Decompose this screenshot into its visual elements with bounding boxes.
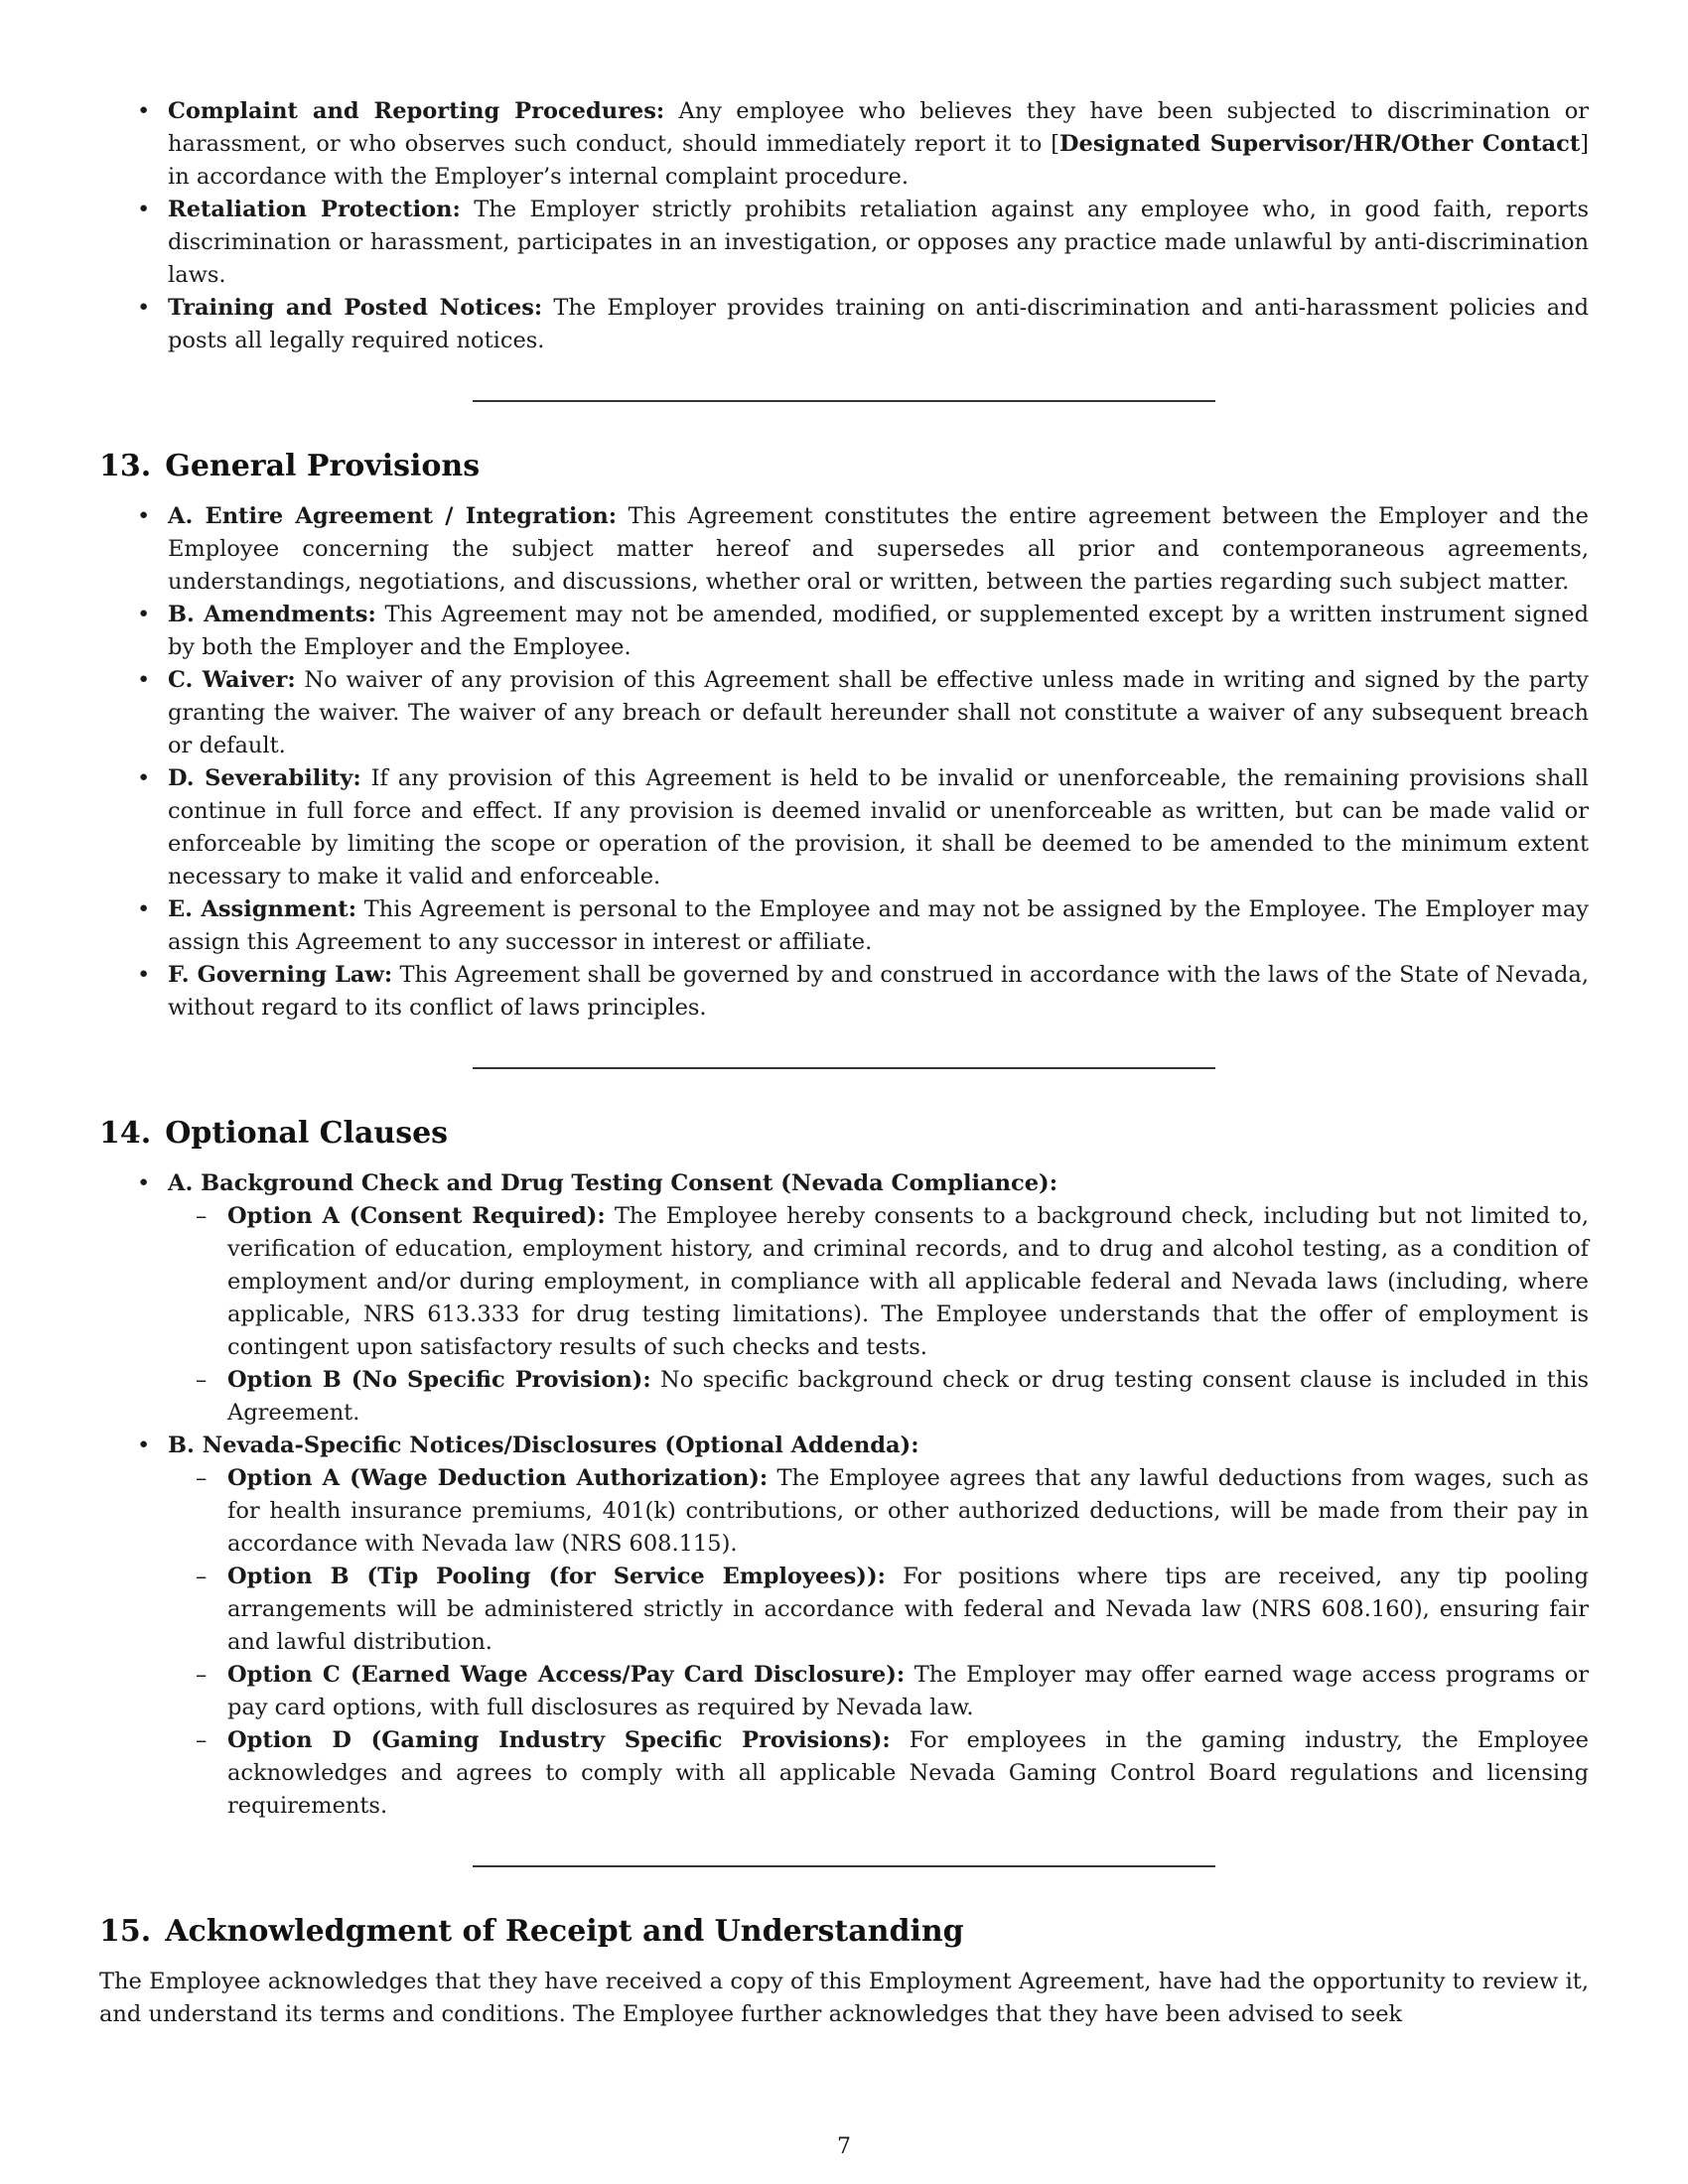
- option-text: The Employee hereby consents to a background check, including but not limited to, verification of education, employment history, and criminal records, and to drug and alcohol testing, as a condition of employment and/or during employment, in compliance with all applicable federal and Nevada laws (including, where applicable, NRS 613.333 for drug testing limitations). The Employee understands that the offer of employment is contingent upon satisfactory results of such checks and tests.: [227, 1203, 1589, 1360]
- option-item: [168, 1659, 1589, 1724]
- item-label: D. Severability:: [168, 765, 361, 791]
- option-item: [168, 1364, 1589, 1430]
- bullet-label: Complaint and Reporting Procedures:: [168, 98, 665, 124]
- list-item: [99, 1430, 1589, 1823]
- list-item: [99, 664, 1589, 762]
- section-divider: [473, 400, 1215, 402]
- page-number: 7: [837, 2134, 851, 2159]
- list-item: [99, 500, 1589, 599]
- section-divider: [473, 1865, 1215, 1867]
- list-item: [99, 1167, 1589, 1430]
- optional-clauses-list: [99, 1167, 1589, 1823]
- document-page: [99, 95, 1589, 2031]
- option-label: Option A (Consent Required):: [227, 1203, 606, 1229]
- item-label: E. Assignment:: [168, 896, 357, 922]
- section-title: Optional Clauses: [165, 1116, 449, 1151]
- list-item: [99, 292, 1589, 357]
- item-label: C. Waiver:: [168, 667, 296, 693]
- list-item: [99, 959, 1589, 1024]
- section-number: 15.: [99, 1914, 152, 1949]
- section-heading-14: [99, 1114, 1589, 1154]
- item-text: This Agreement is personal to the Employee and may not be assigned by the Employee. The Employer may assign this Agreement to any successor in interest or affiliate.: [168, 896, 1589, 955]
- bullet-label: Training and Posted Notices:: [168, 295, 543, 321]
- item-text: If any provision of this Agreement is held to be invalid or unenforceable, the remaining provisions shall continue in full force and effect. If any provision is deemed invalid or unenforceable as written, but can be made valid or enforceable by limiting the scope or operation of the provision, it shall be deemed to be amended to the minimum extent necessary to make it valid and enforceable.: [168, 765, 1589, 889]
- option-text: No specific background check or drug testing consent clause is included in this Agreement.: [227, 1367, 1589, 1426]
- option-item: [168, 1462, 1589, 1561]
- option-list: [168, 1462, 1589, 1823]
- item-label: F. Governing Law:: [168, 962, 393, 988]
- contact-placeholder: Designated Supervisor/HR/Other Contact: [1059, 131, 1581, 157]
- acknowledgment-paragraph: The Employee acknowledges that they have received a copy of this Employment Agreement, have had the opportunity to review it, and understand its terms and conditions. The Employee further acknowledges that they have been advised to seek: [99, 1969, 1589, 2027]
- bullet-text: Any employee who believes they have been subjected to discrimination or harassment, or who observes such conduct, should immediately report it to [: [168, 98, 1590, 157]
- section-divider: [473, 1067, 1215, 1069]
- bullet-text: ] in accordance with the Employer’s internal complaint procedure.: [168, 131, 1589, 190]
- option-item: [168, 1200, 1589, 1364]
- option-text: For positions where tips are received, any tip pooling arrangements will be administered strictly in accordance with federal and Nevada law (NRS 608.160), ensuring fair and lawful distribution.: [227, 1564, 1589, 1655]
- option-label: Option B (Tip Pooling (for Service Employees)):: [227, 1564, 886, 1589]
- item-text: No waiver of any provision of this Agreement shall be effective unless made in writing and signed by the party granting the waiver. The waiver of any breach or default hereunder shall not constitute a waiver of any subsequent breach or default.: [168, 667, 1589, 758]
- group-label: B. Nevada-Specific Notices/Disclosures (Optional Addenda):: [168, 1433, 919, 1458]
- bullet-label: Retaliation Protection:: [168, 197, 461, 222]
- item-label: A. Entire Agreement / Integration:: [168, 503, 618, 529]
- policy-bullet-list: [99, 95, 1589, 357]
- item-text: This Agreement may not be amended, modified, or supplemented except by a written instrument signed by both the Employer and the Employee.: [168, 602, 1589, 660]
- list-item: [99, 893, 1589, 959]
- section-title: Acknowledgment of Receipt and Understanding: [165, 1914, 964, 1949]
- group-label: A. Background Check and Drug Testing Consent (Nevada Compliance):: [168, 1170, 1058, 1196]
- option-label: Option A (Wage Deduction Authorization):: [227, 1465, 769, 1491]
- list-item: [99, 194, 1589, 292]
- item-label: B. Amendments:: [168, 602, 376, 627]
- option-text: The Employee agrees that any lawful deductions from wages, such as for health insurance premiums, 401(k) contributions, or other authorized deductions, will be made from their pay in accordance with Nevada law (NRS 608.115).: [227, 1465, 1590, 1557]
- section-heading-15: [99, 1912, 1589, 1952]
- option-label: Option C (Earned Wage Access/Pay Card Disclosure):: [227, 1662, 906, 1688]
- item-text: This Agreement shall be governed by and construed in accordance with the laws of the State of Nevada, without regard to its conflict of laws principles.: [168, 962, 1589, 1021]
- list-item: [99, 762, 1589, 893]
- section-title: General Provisions: [165, 449, 481, 483]
- general-provisions-list: [99, 500, 1589, 1024]
- list-item: [99, 599, 1589, 664]
- option-text: For employees in the gaming industry, the Employee acknowledges and agrees to comply with all applicable Nevada Gaming Control Board regulations and licensing requirements.: [227, 1727, 1589, 1819]
- bullet-text: The Employer strictly prohibits retaliation against any employee who, in good faith, reports discrimination or harassment, participates in an investigation, or opposes any practice made unlawful by anti-discrimination laws.: [168, 197, 1589, 288]
- option-item: [168, 1724, 1589, 1823]
- section-heading-13: [99, 447, 1589, 486]
- option-label: Option B (No Specific Provision):: [227, 1367, 651, 1393]
- item-text: This Agreement constitutes the entire agreement between the Employer and the Employee concerning the subject matter hereof and supersedes all prior and contemporaneous agreements, understandings, negotiations, and discussions, whether oral or written, between the parties regarding such subject matter.: [168, 503, 1589, 595]
- bullet-text: The Employer provides training on anti-discrimination and anti-harassment policies and posts all legally required notices.: [168, 295, 1590, 353]
- section-number: 14.: [99, 1116, 152, 1151]
- option-item: [168, 1561, 1589, 1659]
- option-label: Option D (Gaming Industry Specific Provisions):: [227, 1727, 891, 1753]
- option-list: [168, 1200, 1589, 1430]
- section-number: 13.: [99, 449, 152, 483]
- list-item: [99, 95, 1589, 194]
- option-text: The Employer may offer earned wage access programs or pay card options, with full disclosures as required by Nevada law.: [227, 1662, 1589, 1720]
